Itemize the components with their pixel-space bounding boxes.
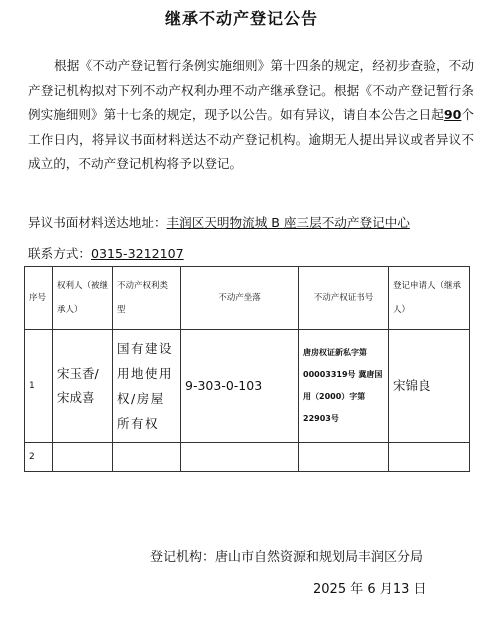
date-year: 2025 bbox=[313, 582, 347, 597]
address-value: 丰润区天明物流城 B 座三层不动产登记中心 bbox=[166, 215, 410, 230]
row-cert-no: 唐房权证新私字第00003319号 冀唐国用（2000）字第22903号 bbox=[299, 330, 389, 443]
table-row bbox=[25, 443, 470, 472]
row-right-type: 国有建设用地使用权/房屋所有权 bbox=[113, 330, 181, 443]
address-label: 异议书面材料送达地址： bbox=[28, 215, 167, 230]
org-label: 登记机构： bbox=[150, 550, 216, 565]
row-holder bbox=[53, 443, 113, 472]
body-text-part2: 个工作日内，将异议书面材料送达不动产登记机构。逾期无人提出异议或者异议不成立的，不动产登记机构将予以登记。 bbox=[28, 107, 475, 171]
row-applicant: 宋锦良 bbox=[389, 330, 470, 443]
header-cert-no: 不动产权证书号 bbox=[299, 267, 389, 330]
contact-line bbox=[28, 243, 184, 262]
row-cert-no bbox=[299, 443, 389, 472]
row-right-type bbox=[113, 443, 181, 472]
header-holder: 权利人（被继承人） bbox=[53, 267, 113, 330]
row-holder: 宋玉香/宋成喜 bbox=[53, 330, 113, 443]
signature-date bbox=[313, 578, 427, 597]
objection-days: 90 bbox=[443, 107, 462, 122]
contact-value: 0315-3212107 bbox=[90, 246, 184, 261]
table-row bbox=[25, 330, 470, 443]
row-applicant bbox=[389, 443, 470, 472]
date-month: 6 bbox=[367, 582, 376, 597]
table-header-row bbox=[25, 267, 470, 330]
row-location bbox=[181, 443, 299, 472]
notice-body bbox=[28, 54, 474, 177]
body-text-part1: 根据《不动产登记暂行条例实施细则》第十四条的规定，经初步查验，不动产登记机构拟对下列不动产权利办理不动产继承登记。根据《不动产登记暂行条例实施细则》第十七条的规定，现予以公告。如有异议，请自本公告之日起 bbox=[28, 58, 474, 122]
header-no: 序号 bbox=[25, 267, 53, 330]
date-day: 13 bbox=[392, 582, 410, 597]
header-applicant: 登记申请人（继承人） bbox=[389, 267, 470, 330]
contact-label: 联系方式： bbox=[28, 246, 91, 261]
notice-title: 继承不动产登记公告 bbox=[164, 9, 318, 28]
date-day-unit: 日 bbox=[413, 582, 427, 597]
registration-table bbox=[24, 266, 470, 472]
row-no: 2 bbox=[25, 443, 53, 472]
address-line bbox=[28, 212, 410, 231]
org-name: 唐山市自然资源和规划局丰润区分局 bbox=[215, 550, 424, 565]
row-no: 1 bbox=[25, 330, 53, 443]
row-location: 9-303-0-103 bbox=[181, 330, 299, 443]
signature-organization bbox=[150, 546, 423, 565]
header-right-type: 不动产权利类型 bbox=[113, 267, 181, 330]
header-location: 不动产坐落 bbox=[181, 267, 299, 330]
date-year-unit: 年 bbox=[350, 582, 364, 597]
date-month-unit: 月 bbox=[379, 582, 393, 597]
